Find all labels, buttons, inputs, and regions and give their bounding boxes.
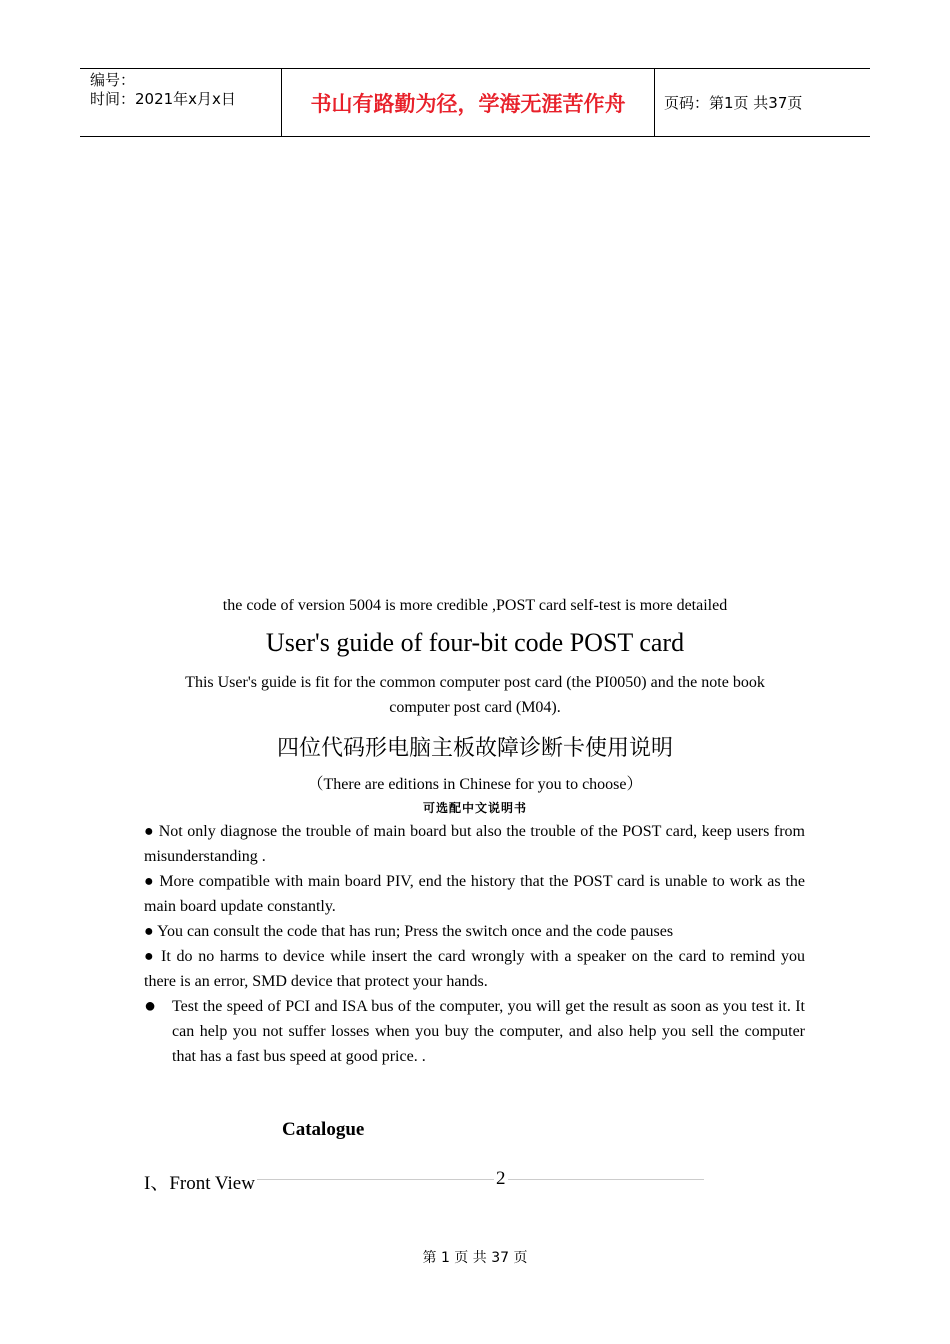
toc-leader-line [256, 1179, 704, 1180]
header-motto-cell [281, 69, 655, 136]
time-label: 时间：2021年x月x日 [90, 90, 236, 108]
toc-entry[interactable] [144, 1168, 704, 1194]
header-page-info: 页码：第1页 共37页 [664, 94, 803, 112]
document-subtitle: This User's guide is fit for the common computer post card (the PI0050) and the note book computer post card (M04). [185, 674, 765, 716]
chinese-title: 四位代码形电脑主板故障诊断卡使用说明 [276, 736, 673, 761]
toc-entry-page: 2 [496, 1168, 506, 1189]
bullet-dot: ● [144, 995, 157, 1017]
page-header [80, 68, 870, 137]
chinese-edition-note: 可选配中文说明书 [422, 801, 527, 815]
document-title: User's guide of four-bit code POST card [265, 628, 685, 657]
toc-entry-label: I、Front View [144, 1168, 257, 1195]
editions-note: （There are editions in Chinese for you to choose） [307, 776, 643, 793]
feature-item: ● You can consult the code that has run; Press the switch once and the code pauses [144, 923, 674, 940]
feature-item [144, 994, 805, 1069]
feature-item: ● More compatible with main board PIV, end the history that the POST card is unable to work as the main board update constantly. [144, 873, 805, 915]
feature-item: ● Not only diagnose the trouble of main board but also the trouble of the POST card, keep users from misunderstanding . [144, 823, 805, 865]
feature-item-text: Test the speed of PCI and ISA bus of the computer, you will get the result as soon as you test it. It can help you not suffer losses when you buy the computer, and also help you sell the computer that has a fast bus speed at good price. . [172, 998, 805, 1065]
number-label: 编号： [90, 71, 136, 89]
intro-line: the code of version 5004 is more credible ,POST card self-test is more detailed [222, 597, 728, 614]
catalogue-heading: Catalogue [282, 1119, 365, 1140]
motto-text: 书山有路勤为径，学海无涯苦作舟 [310, 91, 626, 116]
feature-list [144, 819, 805, 1069]
header-left-cell [80, 69, 281, 136]
feature-item: ● It do no harms to device while insert the card wrongly with a speaker on the card to remind you there is an error, SMD device that protect your hands. [144, 948, 805, 990]
page-footer: 第 1 页 共 37 页 [422, 1250, 528, 1266]
